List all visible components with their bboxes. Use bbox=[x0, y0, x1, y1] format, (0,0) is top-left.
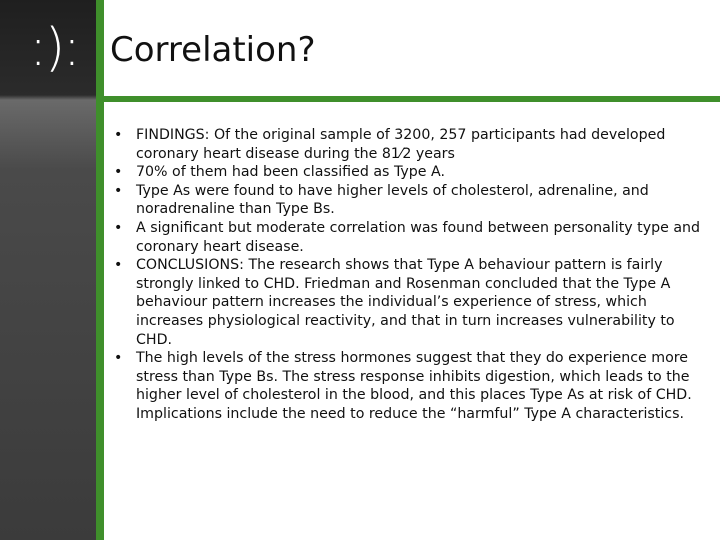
bullet-text: FINDINGS: Of the original sample of 3200, 257 participants had developed coronary heart disease during the 81⁄2 years bbox=[136, 127, 666, 162]
bullet-list bbox=[112, 126, 712, 424]
bullet-item bbox=[112, 163, 712, 182]
logo-emoticon: :): bbox=[29, 18, 79, 78]
bullet-item bbox=[112, 126, 712, 163]
bullet-icon: • bbox=[114, 127, 123, 143]
bullet-text: CONCLUSIONS: The research shows that Type A behaviour pattern is fairly strongly linked to CHD. Friedman and Rosenman concluded that the Type A behaviour pattern increases the individual’s experience of stress, which increases physiological reactivity, and that in turn increases vulnerability to CHD. bbox=[136, 257, 675, 348]
bullet-content bbox=[112, 126, 712, 424]
bullet-text: A significant but moderate correlation was found between personality type and coronary heart disease. bbox=[136, 219, 701, 255]
bullet-item bbox=[112, 182, 712, 219]
bullet-item bbox=[112, 219, 712, 256]
header-accent-rule bbox=[96, 96, 720, 102]
bullet-icon: • bbox=[114, 219, 123, 236]
bullet-item bbox=[112, 256, 712, 349]
bullet-text: Type As were found to have higher levels of cholesterol, adrenaline, and noradrenaline than Type Bs. bbox=[136, 182, 649, 218]
bullet-item bbox=[112, 349, 712, 423]
slide-title: Correlation? bbox=[110, 30, 316, 70]
bullet-text: The high levels of the stress hormones suggest that they do experience more stress than Type Bs. The stress response inhibits digestion, which leads to the higher level of cholesterol in the blood, and this places Type As at risk of CHD. Implications include the need to reduce the “harmful” Type A characteristics. bbox=[136, 350, 692, 422]
left-decorative-panel bbox=[0, 0, 96, 540]
bullet-icon: • bbox=[114, 182, 123, 199]
bullet-icon: • bbox=[114, 164, 123, 181]
bullet-icon: • bbox=[114, 257, 123, 274]
left-accent-bar bbox=[96, 0, 104, 540]
bullet-text: 70% of them had been classified as Type A. bbox=[136, 164, 446, 181]
bullet-icon: • bbox=[114, 350, 123, 367]
